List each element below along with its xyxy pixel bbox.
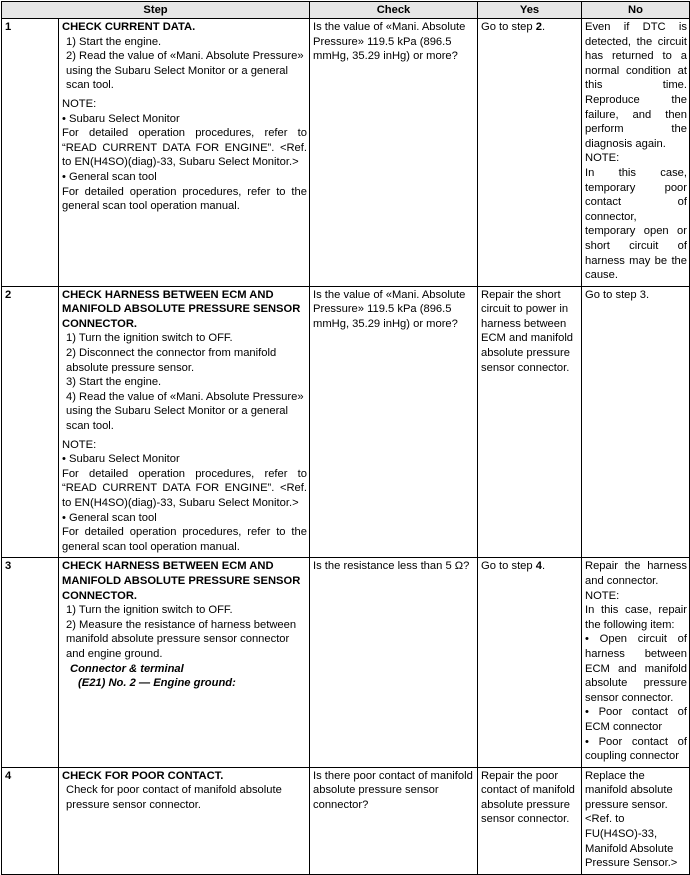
step-number: 3 xyxy=(2,558,59,767)
yes-suffix: . xyxy=(541,21,546,33)
note-label: NOTE: xyxy=(62,438,97,451)
check-cell: Is the value of «Mani. Absolute Pressure» 119.5 kPa (896.5 mmHg, 35.29 inHg) or more? xyxy=(310,19,478,287)
connector-label: Connector & terminal xyxy=(70,662,184,675)
check-header: Check xyxy=(310,2,478,19)
step-line: 2) Measure the resistance of harness between manifold absolute pressure sensor connector and engine ground. xyxy=(66,618,297,660)
step-link: 4 xyxy=(535,560,542,573)
step-number: 4 xyxy=(2,767,59,874)
step-link: 2 xyxy=(535,21,542,33)
no-cell: Replace the manifold absolute pressure sensor. <Ref. to FU(H4SO)-33, Manifold Absolute Pressure Sensor.> xyxy=(582,767,690,874)
table-row xyxy=(2,286,690,558)
no-text: Even if DTC is detected, the circuit has returned to a normal condition at this time. Reproduce the failure, and then perform the diagnosis again. xyxy=(585,21,687,150)
step-cell xyxy=(59,558,310,767)
yes-text: Go to step xyxy=(481,560,536,573)
no-note-label: NOTE: xyxy=(585,589,620,602)
no-cell xyxy=(582,19,690,287)
header-row xyxy=(2,2,690,19)
step-link: 3 xyxy=(639,288,646,301)
yes-cell: Repair the short circuit to power in harness between ECM and manifold absolute pressure sensor connector. xyxy=(478,286,582,558)
no-note-label: NOTE: xyxy=(585,152,620,165)
no-text: Go to step xyxy=(585,288,640,301)
step-cell xyxy=(59,286,310,558)
step-cell xyxy=(59,767,310,874)
check-cell: Is the resistance less than 5 Ω? xyxy=(310,558,478,767)
yes-cell: Repair the poor contact of manifold absolute pressure sensor connector. xyxy=(478,767,582,874)
note-line: • General scan tool xyxy=(62,170,157,183)
no-header: No xyxy=(582,2,690,19)
connector-value: (E21) No. 2 — Engine ground: xyxy=(78,677,236,690)
yes-text: Go to step xyxy=(481,21,536,33)
step-title: CHECK HARNESS BETWEEN ECM AND MANIFOLD ABSOLUTE PRESSURE SENSOR CONNECTOR. xyxy=(62,288,301,330)
step-line: 2) Disconnect the connector from manifold absolute pressure sensor. xyxy=(66,347,277,374)
step-line: 4) Read the value of «Mani. Absolute Pressure» using the Subaru Select Monitor or a general scan tool. xyxy=(66,390,304,433)
diagnostic-table xyxy=(1,1,690,875)
step-title: CHECK FOR POOR CONTACT. xyxy=(62,769,224,782)
note-line: • Subaru Select Monitor xyxy=(62,453,180,466)
step-number: 1 xyxy=(2,19,59,287)
step-header: Step xyxy=(2,2,310,19)
note-line: • General scan tool xyxy=(62,511,157,524)
step-line: 1) Turn the ignition switch to OFF. xyxy=(66,604,233,617)
yes-suffix: . xyxy=(541,560,546,573)
table-row xyxy=(2,558,690,767)
check-cell: Is the value of «Mani. Absolute Pressure» 119.5 kPa (896.5 mmHg, 35.29 inHg) or more? xyxy=(310,286,478,558)
check-cell: Is there poor contact of manifold absolute pressure sensor connector? xyxy=(310,767,478,874)
step-line: 3) Start the engine. xyxy=(66,376,162,389)
step-line: 2) Read the value of «Mani. Absolute Pressure» using the Subaru Select Monitor or a general scan tool. xyxy=(66,50,304,92)
no-cell xyxy=(582,558,690,767)
step-line: 1) Start the engine. xyxy=(66,35,162,48)
note-line: For detailed operation procedures, refer to “READ CURRENT DATA FOR ENGINE”. <Ref. to EN(H4SO)(diag)-33, Subaru Select Monitor.> xyxy=(62,467,307,509)
note-line: • Subaru Select Monitor xyxy=(62,112,180,125)
no-text: Repair the harness and connector. xyxy=(585,560,687,587)
no-suffix: . xyxy=(645,288,650,301)
step-line: 1) Turn the ignition switch to OFF. xyxy=(66,332,233,345)
table-row xyxy=(2,767,690,874)
step-title: CHECK CURRENT DATA. xyxy=(62,21,196,33)
no-note: In this case, repair the following item: xyxy=(585,604,687,631)
no-item: • Poor contact of ECM connector xyxy=(585,706,687,733)
step-number: 2 xyxy=(2,286,59,558)
no-cell xyxy=(582,286,690,558)
step-cell xyxy=(59,19,310,287)
step-line: Check for poor contact of manifold absolute pressure sensor connector. xyxy=(66,784,282,811)
yes-header: Yes xyxy=(478,2,582,19)
note-line: For detailed operation procedures, refer to “READ CURRENT DATA FOR ENGINE”. <Ref. to EN(H4SO)(diag)-33, Subaru Select Monitor.> xyxy=(62,127,307,169)
no-note: In this case, temporary poor contact of connector, temporary open or short circuit of harness may be the cause. xyxy=(585,166,687,282)
yes-cell xyxy=(478,558,582,767)
yes-cell xyxy=(478,19,582,287)
note-line: For detailed operation procedures, refer to the general scan tool operation manual. xyxy=(62,185,307,213)
no-item: • Poor contact of coupling connector xyxy=(585,735,687,763)
table-row xyxy=(2,19,690,287)
note-line: For detailed operation procedures, refer to the general scan tool operation manual. xyxy=(62,526,307,553)
note-label: NOTE: xyxy=(62,97,97,110)
step-title: CHECK HARNESS BETWEEN ECM AND MANIFOLD ABSOLUTE PRESSURE SENSOR CONNECTOR. xyxy=(62,560,301,602)
no-item: • Open circuit of harness between ECM and manifold absolute pressure sensor connector. xyxy=(585,633,687,704)
